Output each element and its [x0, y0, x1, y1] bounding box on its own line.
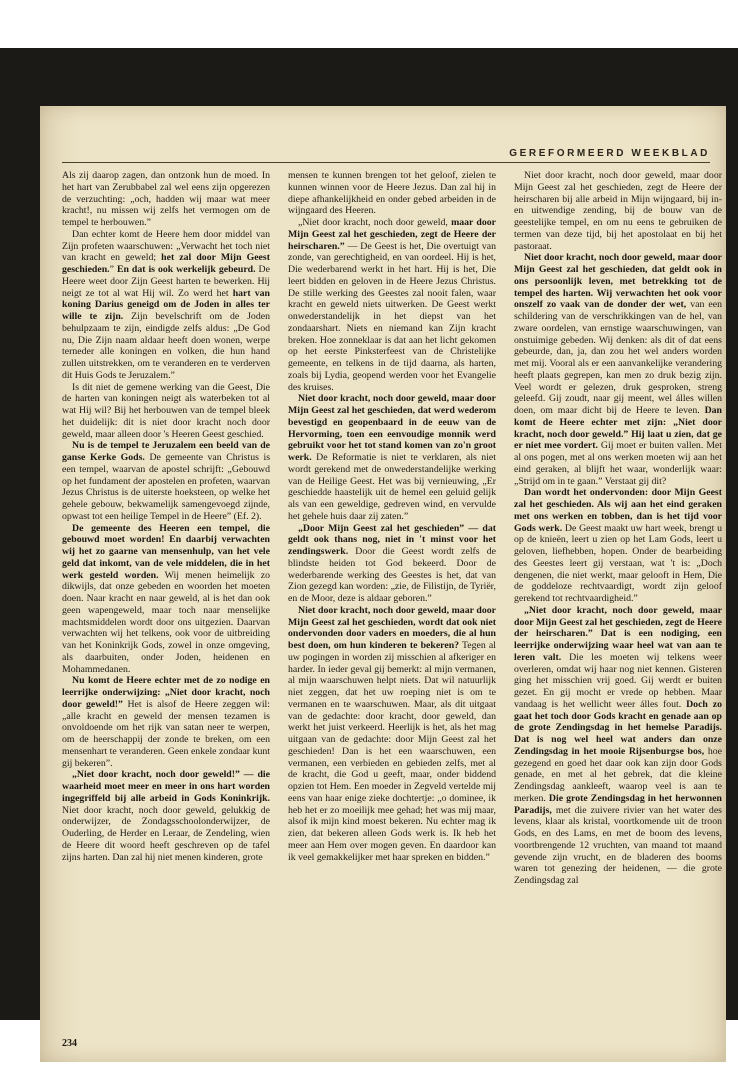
text-run: De gemeente van Christus is een tempel, waarvan de apostel schrijft: „Gebouwd op het fundament der apostelen en profeten, waarvan Jezus Christus is de uiterste hoeksteen, op welke het gehele gebouw, bekwamelijk samengevoegd zijnde, opwast tot een heilige Tempel in de Heere” (Ef. 2). — [62, 452, 270, 522]
text-run: Gij moet er buiten vallen. Met al ons pogen, met al ons werken moeten wij aan het eind geraken, al blijft het waar, wonderlijk waar: „Strijd om in te gaan.” Verstaat gij dit? — [514, 440, 722, 487]
text-run: Door die Geest wordt zelfs de blindste heiden tot God bekeerd. Door de wederbarende werking des Geestes is het, dat van Zion gezegd kan worden: „zie, de Filistijn, de Tyriër, en de Moor, deze is aldaar geboren.” — [288, 546, 496, 604]
paragraph — [62, 170, 270, 229]
bold-text: Dat is nog wel heel wat anders dan onze Zendingsdag in het mooie Rijsenburgse bos, — [514, 734, 722, 757]
text-column-1 — [62, 170, 270, 1026]
paragraph — [62, 675, 270, 769]
paragraph — [62, 440, 270, 522]
document-page — [40, 106, 726, 1062]
paragraph — [288, 393, 496, 522]
paragraph — [288, 217, 496, 393]
bold-text: Niet door kracht, noch door geweld, maar door Mijn Geest zal het geschieden, dat geldt ook in ons persoonlijk leven, met betrekking tot de tempel des harten. — [514, 252, 722, 299]
paragraph — [62, 382, 270, 441]
running-head: GEREFORMEERD WEEKBLAD — [509, 148, 710, 159]
text-run: Dan echter komt de Heere hem door middel van Zijn profeten waarschuwen: „Verwacht het toch niet van kracht en geweld; — [62, 228, 270, 264]
bold-text: Niet door kracht, noch door geweld, maar door Mijn Geest zal het geschieden, dat werd wederom bevestigd en geopenbaard in de eeuw van de Hervorming, toen een eenvoudige monnik werd gebruikt voor het tot stand komen van zo'n groot werk. — [288, 393, 496, 463]
bold-text: „Door Mijn Geest zal het geschieden” — dat geldt ook thans nog, niet in 't minst voor het zendingswerk. — [288, 522, 496, 557]
text-run: „Niet door kracht, noch door geweld, — [298, 217, 452, 228]
text-column-3 — [514, 170, 722, 1026]
paragraph — [288, 523, 496, 605]
text-run: De Geest maakt uw hart week, brengt u op de knieën, leert u zien op het Lam Gods, leert u geloven, liefhebben, hopen. Onder de bearbeiding des Geestes leert gij verstaan, wat 't is: „Doch dengenen, die niet werkt, maar gelooft in Hem, Die de goddeloze rechtvaardigt, wordt zijn geloof gerekend tot rechtvaardigheid.” — [514, 522, 722, 604]
text-run: met die zuivere rivier van het water des levens, klaar als kristal, voortkomende uit de troon Gods, en des Lams, en met de boom des levens, voortbrengende 12 vruchten, van maand tot maand gevende zijn vrucht, en de bladeren des booms waren tot genezing der heidenen, — die grote Zendingsdag zal — [514, 804, 722, 886]
bold-text: Dan komt de Heere echter met zijn: „Niet door kracht, noch door geweld.” Hij laat u zien, dat ge er niet mee vordert. — [514, 405, 722, 452]
page-number: 234 — [62, 1038, 77, 1049]
text-run: Zijn bevelschrift om de Joden behulpzaam te zijn, eindigde zelfs aldus: „De God nu, Die Zijn naam aldaar heeft doen wonen, werpe terneder alle koningen en volken, die hun hand zullen uitstrekken, om te veranderen en te verderven dit Huis Gods te Jeruzalem.” — [62, 311, 270, 381]
paragraph — [514, 487, 722, 605]
bold-text: De gemeente des Heeren een tempel, die gebouwd moet worden! En daarbij verwachten wij het zo gaarne van mensenhulp, van het vele geld dat inkomt, van de vele middelen, die in het werk gesteld worden. — [62, 522, 270, 581]
bold-text: Nu komt de Heere echter met de zo nodige en leerrijke onderwijzing: „Niet door kracht, noch door geweld!” — [62, 675, 270, 710]
text-run: Als zij daarop zagen, dan ontzonk hun de moed. In het hart van Zerubbabel zal wel eens zijn opgerezen de verzuchting: „och, hadden wij maar wat meer kracht!, nu missen wij zelfs het vermogen om de tempel te herbouwen.” — [62, 170, 270, 228]
bold-text: Wij verwachten het ook voor onszelf zo vaak van de donder der wet, — [514, 287, 722, 311]
paragraph — [288, 170, 496, 217]
bold-text: „Niet door kracht, noch door geweld, maar door Mijn Geest zal het geschieden, zegt de Heere der heirscharen.” Dat is een nodiging, een leerrijke onderwijzing waar heel wat van aan te leren valt. — [514, 604, 722, 663]
paragraph — [514, 170, 722, 252]
text-run: hoe gezegend en goed het daar ook kan zijn door Gods genade, en met al het gebrek, dat die kleine Zendingsdag aankleeft, waarop veel is aan te merken. — [514, 745, 722, 804]
bold-text: maar door Mijn Geest zal het geschieden, zegt de Heere der heirscharen.” — [288, 217, 496, 252]
paragraph — [62, 229, 270, 382]
text-run: Het is alsof de Heere zeggen wil: „alle kracht en geweld der mensen tezamen is onvoldoende om het rijk van satan neer te werpen, om de heerschappij der zonde te breken, om een mensenhart te veranderen. Geen enkele zondaar kunt gij bekeren”. — [62, 698, 270, 769]
paragraph — [514, 605, 722, 887]
bold-text: het zal door Mijn Geest geschieden. — [62, 252, 270, 275]
scan-background — [0, 48, 738, 1049]
bold-text: „Niet door kracht, noch door geweld!” — die waarheid moet meer en meer in ons hart worden ingegriffeld bij alle arbeid in Gods Koninkrijk. — [62, 769, 270, 804]
text-run: ” — [109, 264, 117, 275]
bold-text: Niet door kracht, noch door geweld, maar door Mijn Geest zal het geschieden, wordt dat ook niet ondervonden door vaders en moeders, die al hun best doen, om hun kinderen te bekeren? — [288, 604, 496, 651]
paragraph — [62, 769, 270, 863]
header-rule — [62, 162, 710, 163]
text-run: Niet door kracht, noch door geweld, maar door Mijn Geest zal het geschieden, zegt de Heere der heirscharen bij alle arbeid in Mijn wijngaard, bij in- en uitwendige zending, bij de bouw van de geestelijke tempel, en om nu eens te gebruiken de termen van deze tijd, bij het apostolaat en bij het pastoraat. — [514, 170, 722, 252]
text-run: De Reformatie is niet te verklaren, als niet wordt gerekend met de onwederstandelijke werking van de Heilige Geest. Het was bij vernieuwing, „Er geschiedde haastelijk uit de hemel een geluid gelijk als van een geweldige, gedreven wind, en vervulde het gehele huis daar zij zaten.” — [288, 452, 496, 522]
text-run: Wij menen heimelijk zo dikwijls, dat onze gebeden en woorden het moeten doen. Naar kracht en naar geweld, al is het dan ook geen wapengeweld, maar toch naar menselijke machtsmiddelen wordt door ons uitgezien. Daarvan verwachten wij het telkens, ook voor de uitbreiding van het Koninkrijk Gods, zowel in onze omgeving, als daarbuiten, onder Joden, heidenen en Mohammedanen. — [62, 569, 270, 675]
text-run: Die les moeten wij telkens weer overleren, omdat wij haar nog niet kennen. Gisteren ging het misschien vrij goed. Gij werdt er buiten gezet. En gij mocht er vrede op hebben. Maar vandaag is het wellicht weer álles fout. — [514, 651, 722, 710]
text-column-2 — [288, 170, 496, 1026]
bold-text: Dan wordt het ondervonden: door Mijn Geest zal het geschieden. Als wij aan het eind geraken met ons werken en tobben, dan is het tijd voor Gods werk. — [514, 487, 722, 534]
text-run: Tegen al uw pogingen in worden zij misschien al afkeriger en harder. In ieder geval gij bemerkt: al mijn vermanen, al mijn waarschuwen helpt niets. Dat wil natuurlijk niet zeggen, dat het uw roeping niet is om te vermanen en te waarschuwen. Maar, als dit uitgaat van de gedachte: door kracht, door geweld, dan werkt het juist verkeerd. Heerlijk is het, als het mag uitgaan van de gedachte: door Mijn Geest zal het geschieden! Dan is het een waarschuwen, een vermanen, een verbieden en gebieden zelfs, met al de kracht, die God u geeft, maar, onder biddend opzien tot Hem. Een moeder in Zegveld vertelde mij eens van haar enige zieke dochtertje: „o dominee, ik heb het er zo moeilijk mee gehad; het was mij maar, alsof ik mijn kind moest bekeren. Nu echter mag ik zien, dat bekeren alleen Gods werk is. Ik heb het meer aan Hem over mogen geven. En daardoor kan ik veel gemakkelijker met haar spreken en bidden.” — [288, 640, 496, 863]
text-run: Is dit niet de gemene werking van die Geest, Die de harten van koningen neigt als waterbeken tot al wat Hij wil? Bij het herbouwen van de tempel bleek het duidelijk: dit is niet door kracht noch door geweld, maar alleen door 's Heeren Geest geschied. — [62, 381, 270, 440]
text-run: Niet door kracht, noch door geweld, gelukkig de onderwijzer, de Zondagsschoolonderwijzer, de Ouderling, de Herder en Leraar, de Zendeling, wien de Heere dit woord heeft geschreven op de tafel zijns harten. Dan zal hij niet menen kinderen, grote — [62, 804, 270, 863]
text-run: van een schildering van de verschrikkingen van de hel, van zware oordelen, van ernstige waarschuwingen, van onstuimige gebeden. Wij denken: als dit of dat eens gebeurde, dan, ja, dan zou het wel anders worden met mij. Vooral als er een aanvankelijke verandering heeft plaats gegrepen, kan men zo druk bezig zijn. Veel wordt er gelezen, druk gesproken, streng geleefd. Gij zoudt, naar gij meent, wel álles willen doen, om maar dicht bij de Heere te leven. — [514, 299, 722, 416]
bold-text: hart van koning Darius geneigd om de Joden in alles ter wille te zijn. — [62, 287, 270, 322]
bold-text: Die grote Zendingsdag in het herwonnen Paradijs, — [514, 792, 722, 816]
text-run: De Heere weet door Zijn Geest harten te bewerken. Hij neigt ze tot al wat Hij wil. Zo werd het — [62, 264, 270, 299]
paragraph — [288, 605, 496, 864]
text-run: mensen te kunnen brengen tot het geloof, zielen te kunnen winnen voor de Heere Jezus. Dan zal hij in diepe afhankelijkheid en onder gebed arbeiden in de wijngaard des Heeren. — [288, 170, 496, 217]
paragraph — [514, 252, 722, 487]
text-run: — De Geest is het, Die overtuigt van zonde, van gerechtigheid, en van oordeel. Hij is het, Die wederbarend werkt in het hart. Hij is het, Die leert bidden en geloven in de Heere Jezus Christus. De stille werking des Geestes zal nooit falen, waar kracht en geweld niets uitwerken. De Geest werkt onwederstandelijk in het diepst van het zondaarshart. Niets en niemand kan Zijn kracht breken. Hoe zonneklaar is dat aan het licht gekomen op het eerste Pinksterfeest van de Christelijke gemeente, en telkens in de tijd daarna, als harten, zoals bij Lydia, geopend werden voor het Evangelie des kruises. — [288, 240, 496, 393]
bold-text: Doch zo gaat het toch door Gods kracht en genade aan op de grote Zendingsdag in het hemelse Paradijs. — [514, 698, 722, 734]
bold-text: En dat is ook werkelijk gebeurd. — [116, 264, 256, 275]
bold-text: Nu is de tempel te Jeruzalem een beeld van de ganse Kerke Gods. — [62, 440, 270, 463]
paragraph — [62, 523, 270, 676]
